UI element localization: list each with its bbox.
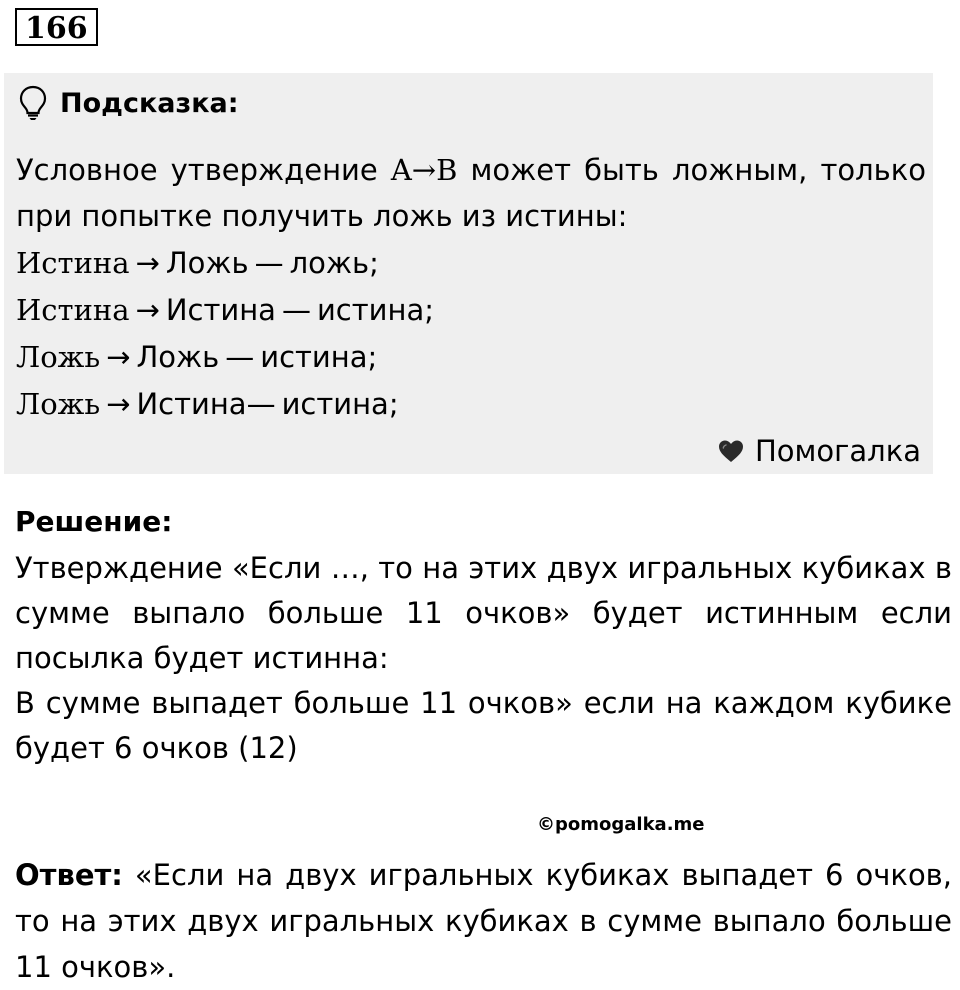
- heart-icon: [717, 438, 745, 464]
- rule-dash: —: [281, 293, 311, 327]
- brand-name: Помогалка: [755, 434, 921, 468]
- brand: [717, 431, 921, 471]
- answer: [15, 852, 952, 990]
- rule-result: истина;: [260, 340, 378, 374]
- arrow-icon: →: [106, 387, 131, 421]
- rule-line: [16, 381, 399, 427]
- solution-text: [15, 546, 952, 771]
- hint-intro-before: Условное утверждение: [16, 153, 391, 187]
- arrow-icon: →: [106, 340, 131, 374]
- rule-right: Истина: [136, 387, 247, 421]
- rule-line: [16, 334, 377, 380]
- rule-result: ложь;: [289, 246, 379, 280]
- hint-formula: A→B: [390, 153, 458, 187]
- arrow-icon: →: [135, 246, 160, 280]
- arrow-icon: →: [135, 293, 160, 327]
- rule-left: Ложь: [16, 340, 101, 374]
- rule-dash: —: [254, 246, 284, 280]
- hint-title: [18, 83, 239, 123]
- rule-right: Истина: [165, 293, 276, 327]
- rule-right: Ложь: [136, 340, 220, 374]
- task-number: 166: [15, 8, 98, 46]
- solution-paragraph: Утверждение «Если …, то на этих двух игральных кубиках в сумме выпало больше 11 очков» будет истинным если посылка будет истинна:: [15, 551, 952, 675]
- solution-paragraph: В сумме выпадет больше 11 очков» если на каждом кубике будет 6 очков (12): [15, 686, 952, 765]
- answer-text: «Если на двух игральных кубиках выпадет 6 очков, то на этих двух игральных кубиках в сумме выпало больше 11 очков».: [15, 858, 952, 984]
- hint-title-text: Подсказка:: [60, 87, 239, 119]
- rule-right: Ложь: [165, 246, 249, 280]
- lightbulb-icon: [18, 85, 48, 121]
- rule-left: Истина: [16, 293, 130, 327]
- rule-result: истина;: [281, 387, 399, 421]
- hint-box: [4, 73, 933, 474]
- hint-intro: [16, 147, 926, 239]
- hint-intro-after: может быть ложным, только при попытке получить ложь из истины:: [16, 153, 927, 233]
- rule-result: истина;: [316, 293, 434, 327]
- solution-heading: Решение:: [15, 505, 173, 538]
- rule-left: Ложь: [16, 387, 101, 421]
- rule-line: [16, 240, 379, 286]
- rule-dash: —: [225, 340, 255, 374]
- answer-label: Ответ:: [15, 858, 123, 892]
- rule-left: Истина: [16, 246, 130, 280]
- rule-dash: —: [246, 387, 276, 421]
- watermark: ©pomogalka.me: [537, 814, 705, 835]
- rule-line: [16, 287, 434, 333]
